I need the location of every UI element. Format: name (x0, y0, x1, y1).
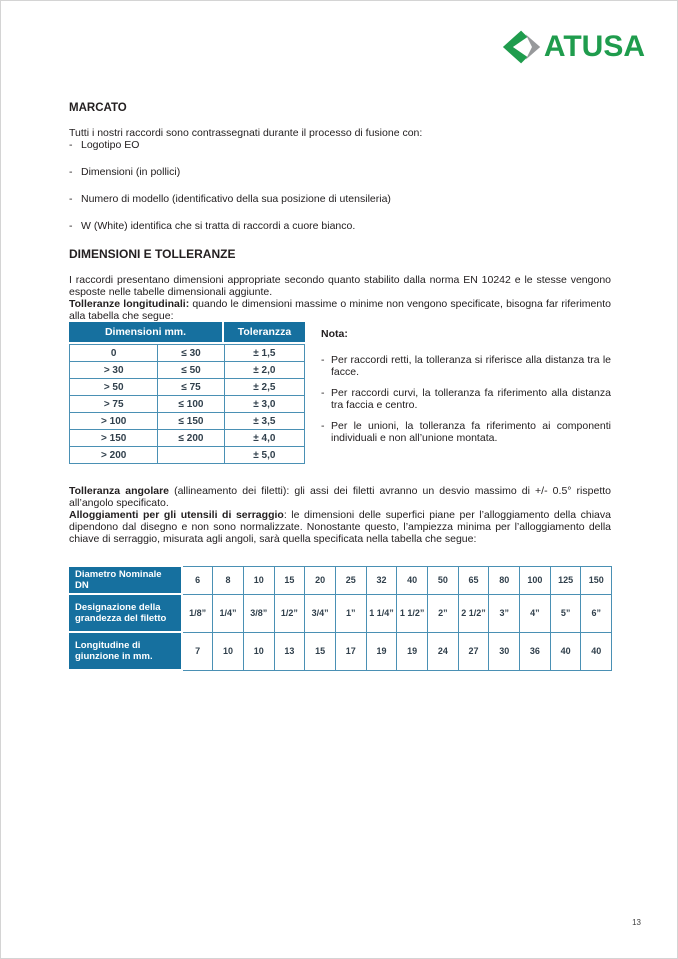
nota-title: Nota: (321, 328, 348, 340)
length-cell: 10 (243, 632, 274, 670)
dash-bullet: - (69, 193, 73, 205)
cell-dim-max: ≤ 200 (158, 430, 224, 447)
length-cell: 19 (397, 632, 428, 670)
table-row (70, 345, 305, 362)
dn-cell: 100 (520, 566, 551, 594)
list-item-text: Numero di modello (identificativo della sua posizione di utensileria) (81, 193, 391, 205)
length-cell: 36 (520, 632, 551, 670)
tolleranza-angolare-label: Tolleranza angolare (69, 485, 169, 497)
atusa-brand-text: ATUSA (543, 30, 645, 63)
nota-item-text: Per raccordi retti, la tolleranza si riferisce alla distanza tra le facce. (331, 353, 611, 378)
table-row-length (69, 632, 612, 670)
length-cell: 10 (213, 632, 244, 670)
dash-bullet: - (69, 220, 73, 232)
list-item (69, 193, 611, 206)
table-row-thread (69, 594, 612, 632)
tolleranza-angolare-paragraph (69, 485, 611, 509)
row-header-dn: Diametro Nominale DN (69, 566, 182, 594)
cell-dim-max: ≤ 150 (158, 413, 224, 430)
row-header-length: Longitudine di giunzione in mm. (69, 632, 182, 670)
dn-cell: 25 (335, 566, 366, 594)
dn-cell: 40 (397, 566, 428, 594)
thread-cell: 3” (489, 594, 520, 632)
thread-cell: 1” (335, 594, 366, 632)
table-row (70, 413, 305, 430)
nota-item-text: Per le unioni, la tolleranza fa riferimento ai componenti individuali e non all’unione montata. (331, 419, 611, 444)
thread-cell: 3/4” (305, 594, 336, 632)
cell-dim-min: > 150 (70, 430, 158, 447)
length-cell: 40 (581, 632, 612, 670)
cell-dim-min: > 30 (70, 362, 158, 379)
marcato-heading: MARCATO (69, 102, 127, 114)
thread-cell: 1/2” (274, 594, 305, 632)
page-number: 13 (632, 918, 641, 927)
dash-bullet: - (69, 139, 73, 151)
dn-cell: 125 (550, 566, 581, 594)
tolleranze-longitudinali-text: quando le dimensioni massime o minime non vengono specificate, bisogna far riferimento alla tabella che segue: (69, 298, 611, 322)
atusa-logo (502, 29, 645, 65)
list-item (69, 139, 611, 152)
cell-dim-max: ≤ 30 (158, 345, 224, 362)
cell-tolerance: ± 2,5 (224, 379, 304, 396)
dimensioni-heading: DIMENSIONI E TOLLERANZE (69, 247, 236, 261)
row-header-thread: Designazione della grandezza del filetto (69, 594, 182, 632)
alloggiamenti-text: : le dimensioni delle superfici piane per l’alloggiamento della chiava dipendono dal disegno e non sono normalizzate. Nonostante questo, l’ampiezza minima per l’alloggiamento della chiave di serraggio, misurata agli angoli, sarà quella specificata nella tabella che segue: (69, 509, 611, 545)
dash-bullet: - (69, 166, 73, 178)
list-item-text: W (White) identifica che si tratta di raccordi a cuore bianco. (81, 220, 356, 232)
thread-cell: 1 1/4” (366, 594, 397, 632)
dn-cell: 8 (213, 566, 244, 594)
dn-cell: 20 (305, 566, 336, 594)
dn-cell: 80 (489, 566, 520, 594)
dn-cell: 65 (458, 566, 489, 594)
thread-cell: 4” (520, 594, 551, 632)
cell-dim-min: 0 (70, 345, 158, 362)
nota-item (321, 354, 611, 379)
cell-dim-min: > 50 (70, 379, 158, 396)
tolerance-table (69, 322, 305, 464)
dn-cell: 15 (274, 566, 305, 594)
tolerance-table-body (69, 344, 305, 464)
cell-tolerance: ± 5,0 (224, 447, 304, 464)
table-row (70, 430, 305, 447)
table-row (70, 396, 305, 413)
tolleranze-longitudinali-paragraph (69, 298, 611, 322)
length-cell: 13 (274, 632, 305, 670)
thread-cell: 2 1/2” (458, 594, 489, 632)
table-row (70, 447, 305, 464)
length-cell: 17 (335, 632, 366, 670)
list-item (69, 220, 611, 233)
tolleranza-angolare-text: (allineamento dei filetti): gli assi dei filetti avranno un desvio massimo di +/- 0.5° rispetto all’angolo specificato. (69, 485, 611, 509)
dash-bullet: - (321, 386, 325, 399)
tolleranze-longitudinali-label: Tolleranze longitudinali: (69, 298, 190, 310)
length-cell: 7 (182, 632, 213, 670)
atusa-diamond-icon (502, 29, 542, 65)
cell-tolerance: ± 3,0 (224, 396, 304, 413)
thread-cell: 2” (428, 594, 459, 632)
cell-tolerance: ± 1,5 (224, 345, 304, 362)
table-row-dn (69, 566, 612, 594)
cell-dim-min: > 200 (70, 447, 158, 464)
thread-cell: 1/4” (213, 594, 244, 632)
thread-cell: 1 1/2” (397, 594, 428, 632)
cell-dim-max: ≤ 50 (158, 362, 224, 379)
nota-block (321, 322, 611, 464)
list-item-text: Logotipo EO (81, 139, 140, 151)
column-header-dimensioni: Dimensioni mm. (69, 322, 222, 342)
cell-tolerance: ± 2,0 (224, 362, 304, 379)
thread-cell: 3/8” (243, 594, 274, 632)
dn-cell: 10 (243, 566, 274, 594)
marcato-intro: Tutti i nostri raccordi sono contrassegnati durante il processo di fusione con: (69, 127, 423, 139)
length-cell: 15 (305, 632, 336, 670)
table-row (70, 362, 305, 379)
thread-cell: 5” (550, 594, 581, 632)
dash-bullet: - (321, 419, 325, 432)
nota-item (321, 387, 611, 412)
cell-dim-max: ≤ 75 (158, 379, 224, 396)
cell-dim-min: > 75 (70, 396, 158, 413)
list-item (69, 166, 611, 179)
length-cell: 19 (366, 632, 397, 670)
dash-bullet: - (321, 353, 325, 366)
length-cell: 27 (458, 632, 489, 670)
alloggiamenti-paragraph (69, 509, 611, 545)
column-header-toleranzza: Toleranzza (224, 322, 305, 342)
dn-cell: 50 (428, 566, 459, 594)
nota-item (321, 420, 611, 445)
tolerance-table-header (69, 322, 305, 342)
dn-cell: 32 (366, 566, 397, 594)
cell-tolerance: ± 4,0 (224, 430, 304, 447)
dn-cell: 150 (581, 566, 612, 594)
cell-tolerance: ± 3,5 (224, 413, 304, 430)
length-cell: 40 (550, 632, 581, 670)
cell-dim-min: > 100 (70, 413, 158, 430)
cell-dim-max: ≤ 100 (158, 396, 224, 413)
dimensioni-intro: I raccordi presentano dimensioni appropriate secondo quanto stabilito dalla norma EN 10242 e le stesse vengono esposte nelle tabelle dimensionali aggiunte. (69, 274, 611, 298)
tolerance-section (69, 322, 611, 464)
cell-dim-max (158, 447, 224, 464)
table-row (70, 379, 305, 396)
nota-item-text: Per raccordi curvi, la tolleranza fa riferimento alla distanza tra faccia e centro. (331, 386, 611, 411)
alloggiamenti-label: Alloggiamenti per gli utensili di serraggio (69, 509, 284, 521)
thread-cell: 6” (581, 594, 612, 632)
thread-cell: 1/8” (182, 594, 213, 632)
length-cell: 30 (489, 632, 520, 670)
dn-cell: 6 (182, 566, 213, 594)
marcato-list (69, 139, 611, 233)
list-item-text: Dimensioni (in pollici) (81, 166, 181, 178)
length-cell: 24 (428, 632, 459, 670)
wrench-table (69, 565, 612, 671)
